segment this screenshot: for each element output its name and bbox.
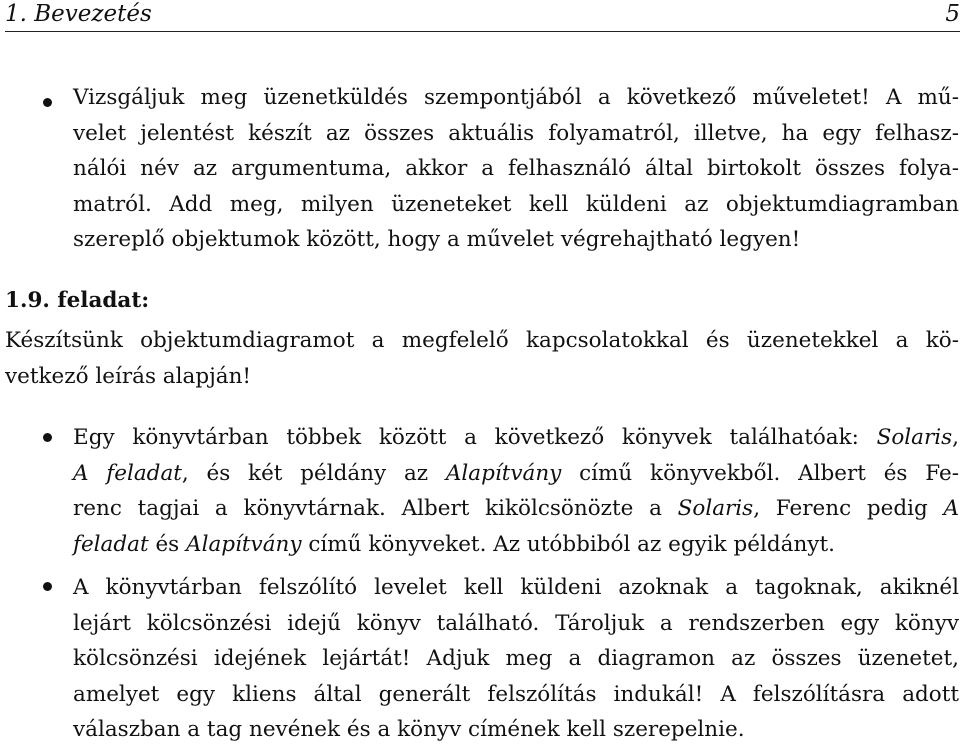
bullet-dot [43, 98, 52, 107]
text-line: szereplő objektumok között, hogy a művelet végrehajtható legyen! [73, 227, 801, 252]
task-description [5, 323, 959, 394]
text-line: vetkező leírás alapján! [5, 363, 252, 389]
text-line: amelyet egy kliens által generált felszólítás indukál! A felszólításra adott [73, 681, 959, 707]
text-line: velet jelentést készít az összes aktuális folyamatról, illetve, ha egy felhasz- [73, 120, 959, 146]
text-run: renc tagjai a könyvtárnak. Albert kikölcsönözte a [73, 496, 678, 521]
text-line: nálói név az argumentuma, akkor a felhasználó által birtokolt összes folya- [73, 156, 959, 181]
text-line: kölcsönzési idejének lejártát! Adjuk meg a diagramon az összes üzenetet, [73, 646, 959, 671]
text-line: A könyvtárban felszólító levelet kell küldeni azoknak a tagoknak, akiknél [73, 575, 959, 600]
text-run: , és két példány az [181, 460, 446, 486]
text-line: lejárt kölcsönzési idejű könyv található. Tároljuk a rendszerben egy könyv [73, 610, 959, 636]
book-title: Solaris [876, 425, 953, 450]
text-line [73, 420, 959, 456]
text-run: és [148, 531, 187, 557]
text-line [73, 527, 959, 563]
text-run: , [952, 425, 959, 450]
text-line: Vizsgáljuk meg üzenetküldés szempontjából a következő műveletet! A mű- [73, 85, 959, 110]
book-title: Alapítvány [186, 531, 302, 557]
text-run: című könyveket. Az utóbbiból az egyik példányt. [301, 531, 835, 557]
book-title: feladat [73, 531, 149, 557]
page-number: 5 [945, 1, 960, 27]
bullet-dot [43, 582, 52, 591]
text-line: válaszban a tag nevének és a könyv címének kell szerepelnie. [73, 717, 745, 742]
text-run: Egy könyvtárban többek között a következő könyvek találhatóak: [73, 425, 877, 450]
text-run: , Ferenc pedig [753, 496, 944, 521]
task-heading: 1.9. feladat: [5, 288, 150, 313]
book-title: Alapítvány [445, 460, 562, 486]
page-header [5, 0, 960, 32]
text-line [73, 491, 959, 527]
text-line: Készítsünk objektumdiagramot a megfelelő kapcsolatokkal és üzenetekkel a kö- [5, 328, 959, 353]
bullet-dot [43, 433, 52, 442]
text-line: matról. Add meg, milyen üzeneteket kell küldeni az objektumdiagramban [73, 191, 959, 217]
text-line [73, 456, 959, 492]
book-title: Solaris [677, 496, 754, 521]
text-run: című könyvekből. Albert és Fe- [561, 460, 959, 486]
book-title: A [943, 496, 959, 521]
book-title: A feladat [73, 460, 182, 486]
chapter-title: 1. Bevezetés [5, 1, 152, 27]
